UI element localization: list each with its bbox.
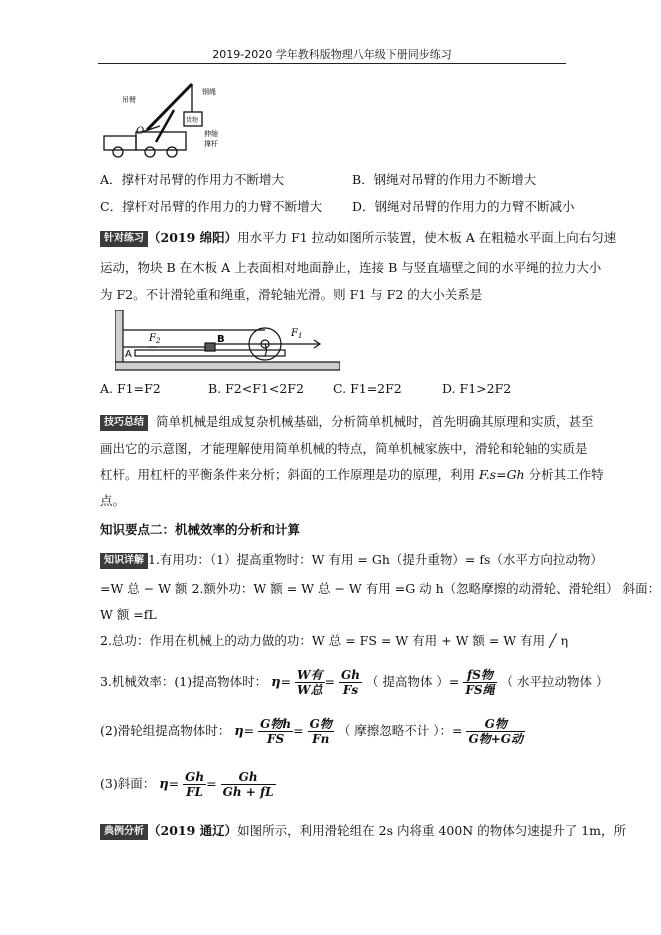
- eff-1-mid: （ 提高物体 ）=: [365, 674, 460, 689]
- summary-tag: 技巧总结: [100, 415, 148, 431]
- eff-2-pre: (2)滑轮组提高物体时：: [100, 723, 231, 738]
- rope-label: 钢绳: [202, 88, 216, 96]
- q2-option-c: C. F1=2F2: [333, 381, 402, 396]
- q1-option-c: C．撑杆对吊臂的作用力的力臂不断增大: [100, 199, 323, 214]
- f1-label: $F_1$: [291, 328, 303, 340]
- equals: =: [243, 723, 255, 738]
- example-source: （2019 通辽）: [148, 823, 238, 838]
- eff-1-post: （ 水平拉动物体 ）: [500, 674, 609, 689]
- jack-label-2: 撑杆: [204, 140, 218, 148]
- eta-symbol: η: [234, 724, 244, 739]
- section-2-title: 知识要点二：机械效率的分析和计算: [100, 522, 301, 537]
- eta-symbol: η: [271, 675, 281, 690]
- jack-label-1: 伸缩: [204, 130, 218, 138]
- eff-1-pre: 3.机械效率：(1)提高物体时：: [100, 674, 268, 689]
- summary-line-4: 点。: [100, 493, 126, 508]
- page-header: 2019-2020 学年教科版物理八年级下册同步练习: [212, 48, 452, 61]
- efficiency-line-3: [100, 766, 276, 802]
- practice-tag: 针对练习: [100, 231, 148, 247]
- efficiency-line-1: [100, 664, 609, 700]
- frac-gh-over-fs: $\frac{Gh}{Fs}$: [341, 668, 360, 697]
- board-a-label: A: [125, 349, 132, 360]
- equals: =: [324, 674, 336, 689]
- summary-text-3a: 杠杆。用杠杆的平衡条件来分析；斜面的工作原理是功的原理，利用: [100, 467, 479, 482]
- pulley-board-figure: [115, 310, 340, 372]
- q1-option-b: B．钢绳对吊臂的作用力不断增大: [352, 172, 537, 187]
- knowledge-line-1: [100, 551, 603, 569]
- example-text-1: 如图所示，利用滑轮组在 2s 内将重 400N 的物体匀速提升了 1m，所: [237, 823, 626, 838]
- q1-option-d: D．钢绳对吊臂的作用力的力臂不断减小: [352, 199, 575, 214]
- frac-gh-over-gh-plus-fl: $\frac{Gh}{Gh + fL}$: [222, 770, 274, 799]
- frac-gh-over-fs-2: $\frac{\text{G物h}}{FS}$: [260, 717, 292, 746]
- equals: =: [206, 776, 217, 791]
- q2-option-a: A. F1=F2: [100, 381, 161, 396]
- eta-symbol: η: [159, 777, 169, 792]
- knowledge-text-1: 1.有用功：（1）提高重物时：W 有用 = Gh（提升重物）= fs（水平方向拉动物）: [148, 552, 603, 567]
- example-tag: 典例分析: [100, 824, 148, 840]
- equals: =: [293, 723, 304, 738]
- block-b-label: B: [217, 334, 225, 345]
- practice-line-2: 运动，物块 B 在木板 A 上表面相对地面静止，连接 B 与竖直墙壁之间的水平绳的拉力大小: [100, 260, 602, 275]
- equals: =: [168, 776, 180, 791]
- example-line-1: [100, 822, 626, 840]
- frac-gh-over-fl: $\frac{Gh}{FL}$: [185, 770, 205, 799]
- summary-line-1: [100, 413, 593, 431]
- summary-formula: F.s=Gh: [478, 467, 525, 482]
- header-divider: [98, 63, 566, 64]
- cargo-label: 货物: [186, 117, 199, 124]
- q2-option-d: D. F1>2F2: [442, 381, 512, 396]
- practice-line-3: 为 F2。不计滑轮重和绳重，滑轮轴光滑。则 F1 与 F2 的大小关系是: [100, 287, 483, 302]
- knowledge-line-3: W 额 =fL: [100, 607, 157, 622]
- eff-2-mid: （ 摩擦忽略不计 ）：=: [337, 723, 463, 738]
- practice-text-1: 用水平力 F1 拉动如图所示装置，使木板 A 在粗糙水平面上向右匀速: [237, 230, 617, 245]
- summary-line-3: [100, 466, 604, 484]
- pivot-label: O: [136, 126, 145, 137]
- efficiency-line-2: [100, 713, 525, 749]
- equals: =: [280, 674, 292, 689]
- f2-label: $F_2$: [149, 333, 161, 345]
- knowledge-tag: 知识详解: [100, 553, 148, 569]
- eff-3-pre: (3)斜面：: [100, 776, 156, 791]
- knowledge-line-4: 2.总功：作用在机械上的动力做的功：W 总 = FS = W 有用 + W 额 = W 有用 ╱ η: [100, 633, 569, 648]
- boom-label: 吊臂: [122, 96, 136, 104]
- q2-option-b: B. F2<F1<2F2: [208, 381, 304, 396]
- crane-figure: [100, 80, 230, 162]
- knowledge-line-2: =W 总 − W 额 2.额外功：W 额 = W 总 − W 有用 =G 动 h（忽略摩擦的动滑轮、滑轮组） 斜面：: [100, 581, 661, 596]
- practice-line-1: [100, 229, 616, 247]
- frac-g-over-g-plus-gd: $\frac{\text{G物}}{\text{G物+G动}}$: [468, 717, 524, 746]
- frac-fs-obj-over-fs-rope: $\frac{\text{fS物}}{\text{FS绳}}$: [465, 668, 495, 697]
- practice-source: （2019 绵阳）: [148, 230, 238, 245]
- summary-text-3b: 分析其工作特: [524, 467, 604, 482]
- q1-option-a: A．撑杆对吊臂的作用力不断增大: [100, 172, 285, 187]
- frac-w-useful-over-total: $\frac{\text{W有}}{\text{W总}}$: [297, 668, 323, 697]
- summary-text-1: 简单机械是组成复杂机械基础，分析简单机械时，首先明确其原理和实质，甚至: [155, 414, 594, 429]
- summary-line-2: 画出它的示意图，才能理解使用简单机械的特点，简单机械家族中，滑轮和轮轴的实质是: [100, 441, 588, 456]
- frac-g-over-fn: $\frac{\text{G物}}{Fn}$: [309, 717, 332, 746]
